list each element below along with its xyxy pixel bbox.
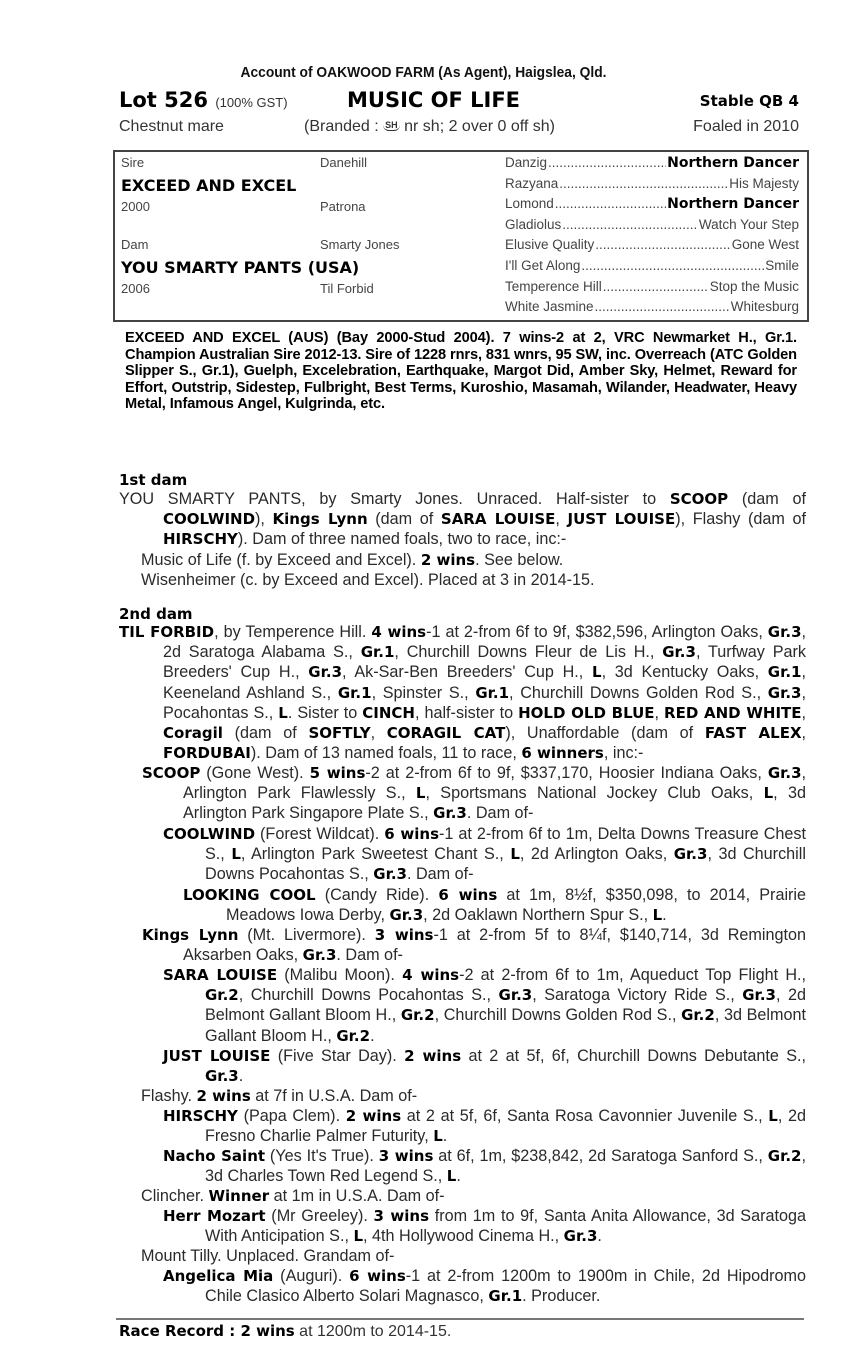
third-gen-sire: I'll Get Along — [505, 258, 581, 273]
text-run: Flashy. — [141, 1087, 197, 1105]
leader-dots — [581, 258, 764, 273]
horse-description — [119, 118, 799, 140]
brand-mark-icon: SH — [385, 120, 398, 130]
third-gen-dam-sire: Watch Your Step — [698, 216, 799, 232]
bold-run: 2 wins — [420, 551, 476, 569]
text-run: . — [456, 1167, 461, 1186]
bold-run: CINCH — [362, 703, 415, 722]
text-run: , — [654, 703, 665, 722]
bold-run: Gr.2 — [681, 1006, 715, 1025]
bold-run: Gr.3 — [563, 1227, 598, 1246]
third-gen-dam-sire: His Majesty — [729, 175, 799, 191]
first-dam-heading: 1st dam — [119, 471, 188, 489]
bold-run: Winner — [208, 1187, 270, 1205]
text-run: ), — [255, 510, 273, 529]
bold-run: Kings Lynn — [142, 926, 239, 944]
bold-run: L — [278, 703, 288, 722]
bold-run: Gr.3 — [433, 804, 467, 823]
bold-run: COOLWIND — [163, 825, 256, 843]
race-record — [119, 1322, 451, 1341]
bold-run: 3 wins — [373, 1207, 429, 1225]
lot-label: Lot 526 — [119, 88, 208, 112]
text-run: , Churchill Downs Golden Rod S., — [509, 683, 768, 702]
text-run: -1 at 2-from 1200m to 1900m in Chile, 2d Hipodromo Chile Clasico Alberto Solari Magnasco, — [205, 1267, 806, 1306]
text-run: -2 at 2-from 6f to 9f, $337,170, Hoosier Indiana Oaks, — [365, 764, 768, 782]
bold-run: L — [231, 845, 241, 864]
bold-run: Gr.2 — [400, 1006, 435, 1025]
foaled-year: Foaled in 2010 — [693, 118, 799, 135]
text-run: (Gone West). — [200, 764, 310, 782]
bold-run: L — [652, 906, 663, 925]
text-run: from 1m to 9f, Santa Anita Allowance, 3d Saratoga With Anticipation S., — [205, 1207, 807, 1246]
text-run: at 2 at 5f, 6f, Churchill Downs Debutante S., — [461, 1047, 806, 1065]
third-gen-dam-sire: Northern Dancer — [667, 155, 799, 171]
text-run: , 2d Oaklawn Northern Spur S., — [423, 906, 653, 925]
bold-run: Gr.1 — [767, 663, 802, 682]
text-run: -1 at 2-from 6f to 9f, $382,596, Arlington Oaks, — [426, 623, 768, 641]
gst-note: (100% GST) — [215, 95, 288, 110]
produce-entry — [183, 885, 807, 925]
text-run: , 4th Hollywood Cinema H., — [363, 1227, 564, 1246]
bold-run: 4 wins — [402, 966, 460, 984]
bold-run: Gr.2 — [205, 986, 239, 1005]
produce-entry — [141, 1246, 806, 1266]
sire-name: EXCEED AND EXCEL — [121, 176, 297, 195]
bold-run: 6 wins — [349, 1267, 406, 1285]
produce-entry — [163, 824, 807, 885]
horse-name: MUSIC OF LIFE — [347, 88, 521, 112]
leader-dots — [595, 237, 730, 252]
third-gen-sire: Lomond — [505, 196, 554, 212]
produce-entry — [119, 622, 807, 763]
text-run: (Auguri). — [273, 1267, 350, 1285]
third-gen-dam-sire: Gone West — [731, 237, 799, 253]
bold-run: Gr.1 — [488, 1287, 523, 1306]
text-run: (Mt. Livermore). — [238, 926, 375, 944]
text-run: (Mr Greeley). — [265, 1207, 374, 1225]
third-gen-dam-sire: Smile — [765, 258, 799, 273]
text-run: , 2d Fresno Charlie Palmer Futurity, — [205, 1107, 806, 1146]
bold-run: TIL FORBID — [119, 623, 215, 641]
leader-dots — [559, 176, 728, 191]
dam-dam: Til Forbid — [320, 281, 374, 296]
dam-year: 2006 — [121, 281, 150, 296]
bold-run: Gr.3 — [673, 845, 708, 864]
text-run: . Sister to — [287, 703, 363, 722]
lot-number — [119, 88, 288, 112]
text-run: . Dam of- — [466, 804, 534, 823]
third-gen-row — [505, 279, 799, 294]
text-run: , 2d Arlington Oaks, — [519, 845, 674, 864]
produce-entry — [163, 1266, 806, 1306]
bold-run: Gr.3 — [308, 663, 343, 682]
bold-run: L — [768, 1107, 778, 1125]
bold-run: SARA LOUISE — [440, 510, 556, 529]
text-run: ), Unaffordable (dam of — [505, 724, 705, 743]
third-gen-row — [505, 196, 799, 212]
bold-run: HOLD OLD BLUE — [518, 703, 655, 722]
bold-run: Gr.3 — [767, 683, 802, 702]
bold-run: HIRSCHY — [163, 530, 238, 549]
bold-run: L — [353, 1227, 364, 1246]
bold-run: L — [592, 663, 602, 682]
brand-prefix: (Branded : — [304, 118, 384, 135]
produce-entry — [142, 763, 807, 824]
text-run: , Pocahontas S., — [163, 683, 806, 722]
third-gen-sire: Gladiolus — [505, 216, 562, 232]
text-run: , 3d Kentucky Oaks, — [601, 663, 768, 682]
text-run: , 3d Belmont Gallant Bloom H., — [205, 1006, 806, 1045]
text-run: -1 at 2-from 6f to 1m, Delta Downs Treasure Chest S., — [205, 825, 807, 864]
race-record-label: Race Record : 2 wins — [119, 1322, 295, 1340]
first-dam-intro — [119, 489, 806, 550]
text-run: , Spinster S., — [371, 683, 476, 702]
bold-run: Gr.1 — [360, 643, 395, 662]
bold-run: 5 wins — [309, 764, 366, 782]
bold-run: 6 winners — [521, 744, 604, 763]
bold-run: FORDUBAI — [163, 744, 251, 763]
text-run: (Papa Clem). — [237, 1107, 346, 1125]
text-run: , Arlington Park Sweetest Chant S., — [240, 845, 511, 864]
text-run: (dam of — [367, 510, 441, 529]
third-gen-dam-sire: Northern Dancer — [667, 196, 799, 213]
dam-label: Dam — [121, 237, 149, 252]
text-run: -2 at 2-from 6f to 1m, Aqueduct Top Flight H., — [459, 966, 807, 984]
produce-entry — [141, 1086, 806, 1106]
text-run: . — [662, 906, 667, 925]
sire-label: Sire — [121, 155, 145, 170]
text-run: YOU SMARTY PANTS, by Smarty Jones. Unraced. Half-sister to — [119, 490, 670, 508]
produce-entry — [163, 1106, 806, 1146]
race-record-detail: at 1200m to 2014-15. — [294, 1323, 452, 1340]
second-dam-heading: 2nd dam — [119, 605, 193, 623]
text-run: Music of Life (f. by Exceed and Excel). — [141, 551, 421, 569]
bold-run: 3 wins — [374, 926, 434, 944]
text-run: , 3d Charles Town Red Legend S., — [205, 1147, 806, 1186]
bold-run: Gr.3 — [389, 906, 424, 925]
vendor-account-line: Account of OAKWOOD FARM (As Agent), Haigslea, Qld. — [240, 64, 607, 81]
text-run: , Turfway Park Breeders' Cup H., — [163, 643, 806, 682]
bold-run: SARA LOUISE — [163, 966, 278, 984]
text-run: . Dam of- — [406, 865, 474, 884]
brand-details — [304, 118, 555, 136]
bold-run: 4 wins — [371, 623, 427, 641]
text-run: , — [801, 703, 806, 722]
bold-run: Gr.2 — [767, 1147, 802, 1165]
third-gen-row — [505, 155, 799, 171]
bold-run: L — [433, 1127, 443, 1146]
text-run: , Sportsmans National Jockey Club Oaks, — [425, 784, 764, 803]
text-run: , inc:- — [603, 744, 644, 763]
leader-dots — [595, 299, 730, 314]
text-run: . — [370, 1026, 375, 1045]
bold-run: L — [446, 1167, 457, 1186]
bold-run: Gr.3 — [767, 623, 802, 641]
bold-run: COOLWIND — [163, 510, 256, 529]
bold-run: Gr.3 — [373, 865, 407, 884]
bold-run: 2 wins — [196, 1087, 251, 1105]
produce-entry — [142, 925, 806, 965]
produce-entry — [141, 1186, 806, 1206]
text-run: at 6f, 1m, $238,842, 2d Saratoga Sanford S., — [433, 1147, 768, 1165]
bold-run: Gr.3 — [662, 643, 696, 662]
produce-entry — [163, 1046, 806, 1086]
bold-run: 6 wins — [438, 886, 498, 904]
bold-run: L — [510, 845, 520, 864]
text-run: , Churchill Downs Pocahontas S., — [238, 986, 499, 1005]
text-run: , Churchill Downs Fleur de Lis H., — [394, 643, 663, 662]
sire-summary: EXCEED AND EXCEL (AUS) (Bay 2000-Stud 2004). 7 wins-2 at 2, VRC Newmarket H., Gr.1. Champion Australian Sire 2012-13. Sire of 1228 rnrs, 831 wnrs, 95 SW, inc. Overreach (ATC Golden Slipper S., Gr.1), Guelph, Excelebration, Earthquake, Margot Did, Amber Sky, Helmet, Reward for Effort, Outstrip, Sidestep, Fulbright, Best Terms, Kuroshio, Masamah, Wilander, Headwater, Heavy Metal, Infamous Angel, Kulgrinda, etc. — [125, 330, 797, 412]
leader-dots — [603, 279, 709, 294]
footer-divider — [116, 1318, 804, 1320]
bold-run: CORAGIL CAT — [386, 724, 506, 743]
bold-run: SCOOP — [142, 764, 201, 782]
colour-sex: Chestnut mare — [119, 118, 224, 135]
foal-entry — [141, 570, 806, 590]
text-run: . Dam of- — [336, 946, 403, 965]
text-run: , 3d Churchill Downs Pocahontas S., — [205, 845, 806, 884]
bold-run: Coragil — [163, 724, 223, 743]
text-run: , Churchill Downs Golden Rod S., — [434, 1006, 682, 1025]
bold-run: Gr.1 — [337, 683, 372, 702]
bold-run: Gr.3 — [742, 986, 776, 1005]
third-gen-sire: Temperence Hill — [505, 278, 602, 294]
foal-entry — [141, 550, 806, 570]
produce-entry — [163, 1206, 807, 1246]
text-run: , Arlington Park Flawlessly S., — [183, 764, 807, 803]
text-run: . — [442, 1127, 448, 1146]
text-run: (Five Star Day). — [270, 1047, 405, 1065]
text-run: (Forest Wildcat). — [255, 825, 385, 843]
bold-run: LOOKING COOL — [183, 886, 316, 904]
bold-run: Gr.3 — [205, 1067, 239, 1086]
text-run: . See below. — [475, 551, 564, 569]
brand-suffix: nr sh; 2 over 0 off sh) — [399, 118, 556, 135]
third-gen-sire: Elusive Quality — [505, 237, 595, 253]
text-run: (dam of — [222, 724, 309, 743]
text-run: Clincher. — [141, 1187, 209, 1205]
text-run: Wisenheimer (c. by Exceed and Excel). Placed at 3 in 2014-15. — [141, 571, 595, 589]
dam-sire: Smarty Jones — [320, 237, 400, 252]
text-run: (Yes It's True). — [265, 1147, 379, 1165]
text-run: , 3d Arlington Park Singapore Plate S., — [183, 784, 806, 823]
leader-dots — [562, 217, 698, 232]
text-run: at 1m in U.S.A. Dam of- — [269, 1187, 445, 1205]
third-gen-sire: Danzig — [505, 155, 548, 170]
text-run: . — [238, 1067, 244, 1086]
bold-run: Gr.3 — [767, 764, 802, 782]
text-run: , by Temperence Hill. — [214, 623, 372, 641]
text-run: Mount Tilly. Unplaced. Grandam of- — [141, 1247, 395, 1265]
bold-run: Gr.2 — [336, 1026, 371, 1045]
bold-run: 2 wins — [404, 1047, 462, 1065]
leader-dots — [548, 155, 666, 170]
text-run: at 2 at 5f, 6f, Santa Rosa Cavonnier Juvenile S., — [401, 1107, 769, 1125]
bold-run: Nacho Saint — [163, 1147, 266, 1165]
bold-run: L — [763, 784, 774, 803]
text-run: , — [801, 724, 807, 743]
leader-dots — [555, 196, 666, 211]
text-run: , Keeneland Ashland S., — [163, 663, 806, 702]
text-run: , Saratoga Victory Ride S., — [532, 986, 743, 1005]
text-run: at 7f in U.S.A. Dam of- — [250, 1087, 418, 1105]
text-run: ), Flashy (dam of — [675, 510, 806, 529]
third-gen-dam-sire: Stop the Music — [709, 278, 799, 294]
third-gen-row — [505, 217, 799, 232]
sire-year: 2000 — [121, 199, 150, 214]
third-gen-sire: Razyana — [505, 175, 559, 191]
text-run: (dam of — [728, 490, 806, 508]
third-gen-row — [505, 299, 799, 314]
text-run: ). Dam of three named foals, two to race, inc:- — [237, 530, 567, 549]
bold-run: 6 wins — [384, 825, 440, 843]
text-run: . — [597, 1227, 602, 1246]
text-run: -1 at 2-from 5f to 8¼f, $140,714, 3d Remington Aksarben Oaks, — [183, 926, 806, 965]
bold-run: Gr.3 — [498, 986, 533, 1005]
third-gen-row — [505, 237, 799, 252]
bold-run: FAST ALEX — [704, 724, 802, 743]
stable-location: Stable QB 4 — [699, 92, 799, 110]
bold-run: Herr Mozart — [163, 1207, 266, 1225]
text-run: , — [370, 724, 387, 743]
dam-name: YOU SMARTY PANTS (USA) — [121, 258, 360, 277]
text-run: , 2d Saratoga Alabama S., — [163, 623, 807, 662]
bold-run: 2 wins — [345, 1107, 402, 1125]
text-run: , half-sister to — [414, 703, 519, 722]
bold-run: RED AND WHITE — [664, 703, 802, 722]
bold-run: L — [415, 784, 426, 803]
text-run: at 1m, 8½f, $350,098, to 2014, Prairie Meadows Iowa Derby, — [226, 886, 807, 925]
bold-run: 3 wins — [378, 1147, 434, 1165]
bold-run: JUST LOUISE — [567, 510, 676, 529]
bold-run: SOFTLY — [308, 724, 371, 743]
pedigree-box — [113, 150, 809, 322]
bold-run: HIRSCHY — [163, 1107, 238, 1125]
third-gen-dam-sire: Whitesburg — [730, 299, 799, 315]
lot-header — [119, 88, 799, 116]
bold-run: Gr.1 — [475, 683, 510, 702]
produce-entry — [163, 965, 807, 1046]
third-gen-row — [505, 258, 799, 273]
sire-dam: Patrona — [320, 199, 366, 214]
text-run: , — [555, 510, 568, 529]
text-run: (Candy Ride). — [315, 886, 439, 904]
third-gen-row — [505, 176, 799, 191]
bold-run: Kings Lynn — [272, 510, 368, 529]
text-run: ). Dam of 13 named foals, 11 to race, — [250, 744, 522, 763]
text-run: (Malibu Moon). — [277, 966, 403, 984]
text-run: . Producer. — [522, 1287, 601, 1306]
bold-run: SCOOP — [669, 490, 729, 508]
sire-sire: Danehill — [320, 155, 367, 170]
text-run: , 2d Belmont Gallant Bloom H., — [205, 986, 806, 1025]
bold-run: JUST LOUISE — [163, 1047, 271, 1065]
text-run: , Ak-Sar-Ben Breeders' Cup H., — [342, 663, 592, 682]
produce-entry — [163, 1146, 806, 1186]
third-gen-sire: White Jasmine — [505, 299, 594, 315]
bold-run: Angelica Mia — [163, 1267, 274, 1285]
bold-run: Gr.3 — [302, 946, 337, 965]
